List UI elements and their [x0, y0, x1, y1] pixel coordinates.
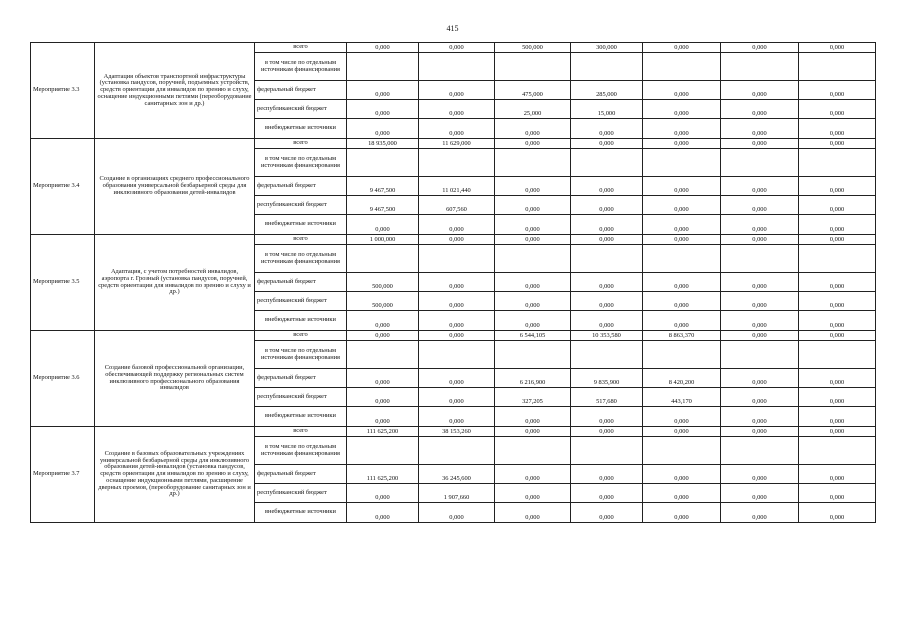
- value-cell: 0,000: [347, 388, 419, 407]
- value-cell: 0,000: [419, 235, 495, 245]
- value-cell: 0,000: [643, 43, 721, 53]
- value-cell: 0,000: [721, 465, 799, 484]
- value-cell: 6 544,105: [495, 331, 571, 341]
- value-cell: [721, 53, 799, 81]
- funding-source-total: всего: [255, 43, 347, 53]
- funding-source-total: всего: [255, 427, 347, 437]
- value-cell: 0,000: [643, 427, 721, 437]
- table-row: [31, 427, 876, 437]
- value-cell: [419, 149, 495, 177]
- value-cell: 9 835,900: [571, 369, 643, 388]
- budget-table: [30, 42, 876, 523]
- value-cell: 0,000: [419, 43, 495, 53]
- value-cell: 0,000: [347, 81, 419, 100]
- funding-source-incl: в том числе по отдельным источникам финансирования: [255, 245, 347, 273]
- value-cell: 500,000: [495, 43, 571, 53]
- value-cell: 0,000: [799, 503, 876, 523]
- table-row: [31, 139, 876, 149]
- value-cell: [347, 149, 419, 177]
- value-cell: 0,000: [347, 369, 419, 388]
- value-cell: [347, 53, 419, 81]
- value-cell: 0,000: [495, 139, 571, 149]
- value-cell: 0,000: [495, 292, 571, 311]
- table-row: [31, 235, 876, 245]
- event-name: Мероприятие 3.5: [31, 235, 95, 331]
- value-cell: 0,000: [419, 292, 495, 311]
- value-cell: 0,000: [347, 503, 419, 523]
- value-cell: 0,000: [643, 503, 721, 523]
- event-description: Адаптация, с учетом потребностей инвалидов, аэропорта г. Грозный (установка пандусов, поручней, средств ориентации для инвалидов по зрению и слуху и др.): [95, 235, 255, 331]
- value-cell: 0,000: [643, 215, 721, 235]
- funding-source-republic: республиканский бюджет: [255, 196, 347, 215]
- value-cell: 0,000: [643, 484, 721, 503]
- funding-source-republic: республиканский бюджет: [255, 100, 347, 119]
- value-cell: [419, 341, 495, 369]
- value-cell: 0,000: [799, 484, 876, 503]
- value-cell: [571, 53, 643, 81]
- value-cell: 0,000: [799, 311, 876, 331]
- funding-source-federal: федеральный бюджет: [255, 465, 347, 484]
- value-cell: 11 629,000: [419, 139, 495, 149]
- table-body: [31, 43, 876, 523]
- value-cell: [571, 341, 643, 369]
- value-cell: 0,000: [721, 177, 799, 196]
- value-cell: 0,000: [721, 215, 799, 235]
- value-cell: 0,000: [721, 43, 799, 53]
- event-description: Адаптация объектов транспортной инфраструктуры (установка пандусов, поручней, подъемных устройств, средств ориентации для инвалидов по зрению и слуху, оснащение индукционными петлями (переоборудование санитарных зон и др.): [95, 43, 255, 139]
- value-cell: 0,000: [799, 427, 876, 437]
- value-cell: [721, 245, 799, 273]
- value-cell: 0,000: [721, 388, 799, 407]
- value-cell: 0,000: [419, 503, 495, 523]
- value-cell: 0,000: [799, 465, 876, 484]
- value-cell: 0,000: [495, 273, 571, 292]
- value-cell: 0,000: [799, 81, 876, 100]
- value-cell: 0,000: [571, 465, 643, 484]
- value-cell: [799, 437, 876, 465]
- value-cell: [643, 437, 721, 465]
- value-cell: 0,000: [721, 331, 799, 341]
- funding-source-extra: внебюджетные источники: [255, 407, 347, 427]
- value-cell: 0,000: [419, 388, 495, 407]
- value-cell: 0,000: [571, 311, 643, 331]
- value-cell: 0,000: [495, 407, 571, 427]
- value-cell: 443,170: [643, 388, 721, 407]
- value-cell: 0,000: [721, 119, 799, 139]
- value-cell: 0,000: [495, 465, 571, 484]
- value-cell: 0,000: [643, 177, 721, 196]
- value-cell: 0,000: [721, 503, 799, 523]
- value-cell: 0,000: [799, 119, 876, 139]
- value-cell: 0,000: [347, 100, 419, 119]
- table-row: [31, 331, 876, 341]
- value-cell: 0,000: [495, 484, 571, 503]
- value-cell: 36 245,600: [419, 465, 495, 484]
- value-cell: [419, 437, 495, 465]
- value-cell: 607,560: [419, 196, 495, 215]
- event-description: Создание в организациях среднего профессионального образования универсальной безбарьерной среды для инклюзивного образования детей-инвалидов: [95, 139, 255, 235]
- value-cell: [495, 341, 571, 369]
- value-cell: 0,000: [721, 292, 799, 311]
- value-cell: 500,000: [347, 292, 419, 311]
- value-cell: 0,000: [347, 311, 419, 331]
- value-cell: [495, 245, 571, 273]
- value-cell: 0,000: [419, 407, 495, 427]
- value-cell: 15,000: [571, 100, 643, 119]
- event-name: Мероприятие 3.3: [31, 43, 95, 139]
- value-cell: 0,000: [643, 119, 721, 139]
- value-cell: 0,000: [721, 311, 799, 331]
- value-cell: 0,000: [721, 81, 799, 100]
- value-cell: [799, 245, 876, 273]
- value-cell: 0,000: [571, 427, 643, 437]
- funding-source-total: всего: [255, 139, 347, 149]
- funding-source-extra: внебюджетные источники: [255, 215, 347, 235]
- value-cell: [643, 149, 721, 177]
- value-cell: 0,000: [571, 139, 643, 149]
- value-cell: 0,000: [799, 43, 876, 53]
- value-cell: [571, 149, 643, 177]
- value-cell: 0,000: [495, 427, 571, 437]
- event-name: Мероприятие 3.6: [31, 331, 95, 427]
- value-cell: 0,000: [643, 81, 721, 100]
- value-cell: [799, 149, 876, 177]
- funding-source-incl: в том числе по отдельным источникам финансирования: [255, 341, 347, 369]
- value-cell: 0,000: [495, 177, 571, 196]
- value-cell: 0,000: [347, 407, 419, 427]
- value-cell: 0,000: [571, 292, 643, 311]
- value-cell: 0,000: [347, 331, 419, 341]
- value-cell: [495, 149, 571, 177]
- value-cell: [721, 149, 799, 177]
- value-cell: 38 153,260: [419, 427, 495, 437]
- value-cell: [347, 437, 419, 465]
- value-cell: 0,000: [721, 235, 799, 245]
- value-cell: 0,000: [799, 388, 876, 407]
- value-cell: 0,000: [571, 215, 643, 235]
- value-cell: 517,680: [571, 388, 643, 407]
- value-cell: 0,000: [799, 215, 876, 235]
- value-cell: 11 021,440: [419, 177, 495, 196]
- value-cell: 475,000: [495, 81, 571, 100]
- value-cell: 0,000: [571, 177, 643, 196]
- value-cell: [643, 341, 721, 369]
- value-cell: 0,000: [799, 139, 876, 149]
- value-cell: [799, 53, 876, 81]
- value-cell: 0,000: [799, 100, 876, 119]
- table-row: [31, 43, 876, 53]
- funding-source-extra: внебюджетные источники: [255, 311, 347, 331]
- value-cell: 0,000: [721, 369, 799, 388]
- value-cell: 0,000: [495, 196, 571, 215]
- event-description: Создание базовой профессиональной организации, обеспечивающей поддержку региональных систем инклюзивного профессионального образования инвалидов: [95, 331, 255, 427]
- value-cell: 0,000: [419, 369, 495, 388]
- value-cell: [419, 245, 495, 273]
- value-cell: 0,000: [643, 273, 721, 292]
- value-cell: 0,000: [347, 215, 419, 235]
- value-cell: 10 353,580: [571, 331, 643, 341]
- value-cell: [571, 245, 643, 273]
- value-cell: 0,000: [721, 407, 799, 427]
- value-cell: [721, 437, 799, 465]
- event-name: Мероприятие 3.4: [31, 139, 95, 235]
- value-cell: 327,205: [495, 388, 571, 407]
- funding-source-republic: республиканский бюджет: [255, 388, 347, 407]
- value-cell: 0,000: [799, 331, 876, 341]
- funding-source-incl: в том числе по отдельным источникам финансирования: [255, 53, 347, 81]
- funding-source-federal: федеральный бюджет: [255, 177, 347, 196]
- value-cell: 0,000: [799, 235, 876, 245]
- value-cell: 0,000: [495, 119, 571, 139]
- value-cell: 0,000: [419, 215, 495, 235]
- value-cell: 1 907,660: [419, 484, 495, 503]
- value-cell: 9 467,500: [347, 177, 419, 196]
- value-cell: 300,000: [571, 43, 643, 53]
- value-cell: 0,000: [495, 235, 571, 245]
- event-name: Мероприятие 3.7: [31, 427, 95, 523]
- value-cell: 0,000: [721, 484, 799, 503]
- value-cell: 0,000: [571, 235, 643, 245]
- value-cell: 285,000: [571, 81, 643, 100]
- value-cell: [419, 53, 495, 81]
- value-cell: 111 625,200: [347, 465, 419, 484]
- value-cell: 0,000: [495, 503, 571, 523]
- value-cell: 0,000: [643, 139, 721, 149]
- value-cell: 8 863,370: [643, 331, 721, 341]
- funding-source-federal: федеральный бюджет: [255, 81, 347, 100]
- value-cell: 500,000: [347, 273, 419, 292]
- value-cell: 0,000: [347, 484, 419, 503]
- value-cell: 0,000: [643, 235, 721, 245]
- value-cell: 0,000: [347, 43, 419, 53]
- value-cell: 0,000: [799, 292, 876, 311]
- value-cell: 0,000: [419, 311, 495, 331]
- value-cell: 0,000: [721, 139, 799, 149]
- value-cell: 18 935,000: [347, 139, 419, 149]
- value-cell: 0,000: [799, 196, 876, 215]
- value-cell: 0,000: [799, 177, 876, 196]
- value-cell: [571, 437, 643, 465]
- value-cell: 0,000: [721, 427, 799, 437]
- funding-source-extra: внебюджетные источники: [255, 119, 347, 139]
- value-cell: 9 467,500: [347, 196, 419, 215]
- value-cell: [495, 437, 571, 465]
- event-description: Создание в базовых образовательных учреждениях универсальной безбарьерной среды для инклюзивного образования детей-инвалидов (установка пандусов, средств ориентации для инвалидов по зрению и слуху, оснащение индукционными петлями, расширение дверных проемов, (переоборудование санитарных зон и др.): [95, 427, 255, 523]
- value-cell: [495, 53, 571, 81]
- value-cell: 0,000: [571, 196, 643, 215]
- value-cell: 0,000: [721, 100, 799, 119]
- value-cell: 0,000: [571, 119, 643, 139]
- funding-source-republic: республиканский бюджет: [255, 292, 347, 311]
- funding-source-total: всего: [255, 331, 347, 341]
- value-cell: 25,000: [495, 100, 571, 119]
- value-cell: [643, 53, 721, 81]
- value-cell: [799, 341, 876, 369]
- value-cell: 0,000: [643, 292, 721, 311]
- value-cell: 0,000: [799, 407, 876, 427]
- value-cell: 0,000: [643, 100, 721, 119]
- value-cell: [721, 341, 799, 369]
- value-cell: 0,000: [799, 273, 876, 292]
- value-cell: 0,000: [643, 407, 721, 427]
- value-cell: 0,000: [571, 273, 643, 292]
- value-cell: 0,000: [419, 81, 495, 100]
- value-cell: 0,000: [419, 331, 495, 341]
- value-cell: 0,000: [571, 484, 643, 503]
- funding-source-total: всего: [255, 235, 347, 245]
- value-cell: 111 625,200: [347, 427, 419, 437]
- value-cell: 0,000: [419, 273, 495, 292]
- value-cell: 0,000: [643, 311, 721, 331]
- value-cell: 0,000: [571, 503, 643, 523]
- funding-source-incl: в том числе по отдельным источникам финансирования: [255, 149, 347, 177]
- value-cell: 0,000: [571, 407, 643, 427]
- value-cell: 0,000: [799, 369, 876, 388]
- value-cell: 0,000: [643, 196, 721, 215]
- value-cell: 0,000: [495, 215, 571, 235]
- value-cell: 0,000: [721, 196, 799, 215]
- value-cell: 6 216,900: [495, 369, 571, 388]
- page-number: 415: [446, 24, 459, 33]
- value-cell: 0,000: [495, 311, 571, 331]
- funding-source-incl: в том числе по отдельным источникам финансирования: [255, 437, 347, 465]
- value-cell: 0,000: [643, 465, 721, 484]
- funding-source-federal: федеральный бюджет: [255, 369, 347, 388]
- value-cell: 0,000: [419, 119, 495, 139]
- value-cell: 1 000,000: [347, 235, 419, 245]
- value-cell: [347, 245, 419, 273]
- value-cell: 0,000: [419, 100, 495, 119]
- funding-source-republic: республиканский бюджет: [255, 484, 347, 503]
- value-cell: 0,000: [347, 119, 419, 139]
- value-cell: [347, 341, 419, 369]
- value-cell: 8 420,200: [643, 369, 721, 388]
- value-cell: 0,000: [721, 273, 799, 292]
- funding-source-extra: внебюджетные источники: [255, 503, 347, 523]
- value-cell: [643, 245, 721, 273]
- funding-source-federal: федеральный бюджет: [255, 273, 347, 292]
